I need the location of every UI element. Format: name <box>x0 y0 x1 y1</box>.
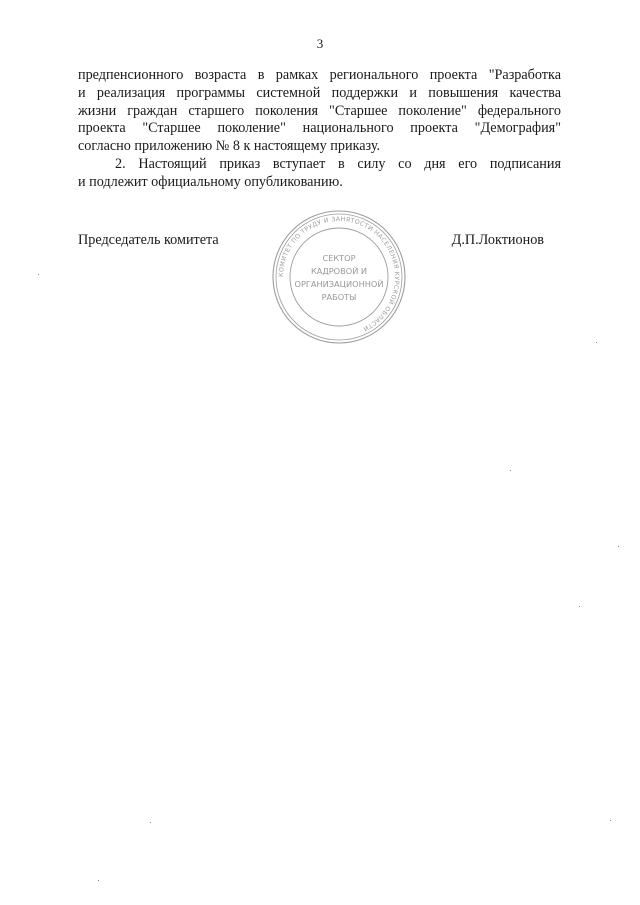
stamp-ring-text: КОМИТЕТ ПО ТРУДУ И ЗАНЯТОСТИ НАСЕЛЕНИЯ КУРСКОЙ ОБЛАСТИ <box>277 215 401 333</box>
scan-speck <box>38 274 39 275</box>
scan-speck <box>618 546 619 547</box>
paragraph-2-line: и подлежит официальному опубликованию. <box>78 173 343 190</box>
paragraph-1 <box>78 67 561 156</box>
stamp-inner-line: РАБОТЫ <box>321 292 357 302</box>
stamp-inner-line: КАДРОВОЙ И <box>310 266 368 276</box>
scan-speck <box>98 880 99 881</box>
paragraph-1-line: предпенсионного возраста в рамках регионального проекта "Разработка <box>78 67 561 83</box>
scan-speck <box>579 606 580 607</box>
paragraph-1-line: жизни граждан старшего поколения "Старшее поколение" федерального <box>78 102 561 119</box>
stamp-inner-line: ОРГАНИЗАЦИОННОЙ <box>294 279 384 289</box>
signatory-title: Председатель комитета <box>78 232 219 248</box>
paragraph-2 <box>78 156 561 192</box>
page-number: 3 <box>316 36 324 51</box>
paragraph-1-line: согласно приложению № 8 к настоящему приказу. <box>78 138 381 155</box>
stamp-inner-line: СЕКТОР <box>322 253 356 263</box>
scan-speck <box>596 342 597 343</box>
paragraph-2-line: 2. Настоящий приказ вступает в силу со дня его подписания <box>115 156 561 172</box>
paragraph-1-line: проекта "Старшее поколение" национального проекта "Демография" <box>78 120 561 137</box>
signatory-name: Д.П.Локтионов <box>451 232 544 248</box>
scan-speck <box>150 822 151 823</box>
official-stamp-seal <box>271 209 407 345</box>
paragraph-1-line: и реализация программы системной поддержки и повышения качества <box>78 84 561 101</box>
scan-speck <box>610 820 611 821</box>
scan-speck <box>510 470 511 471</box>
